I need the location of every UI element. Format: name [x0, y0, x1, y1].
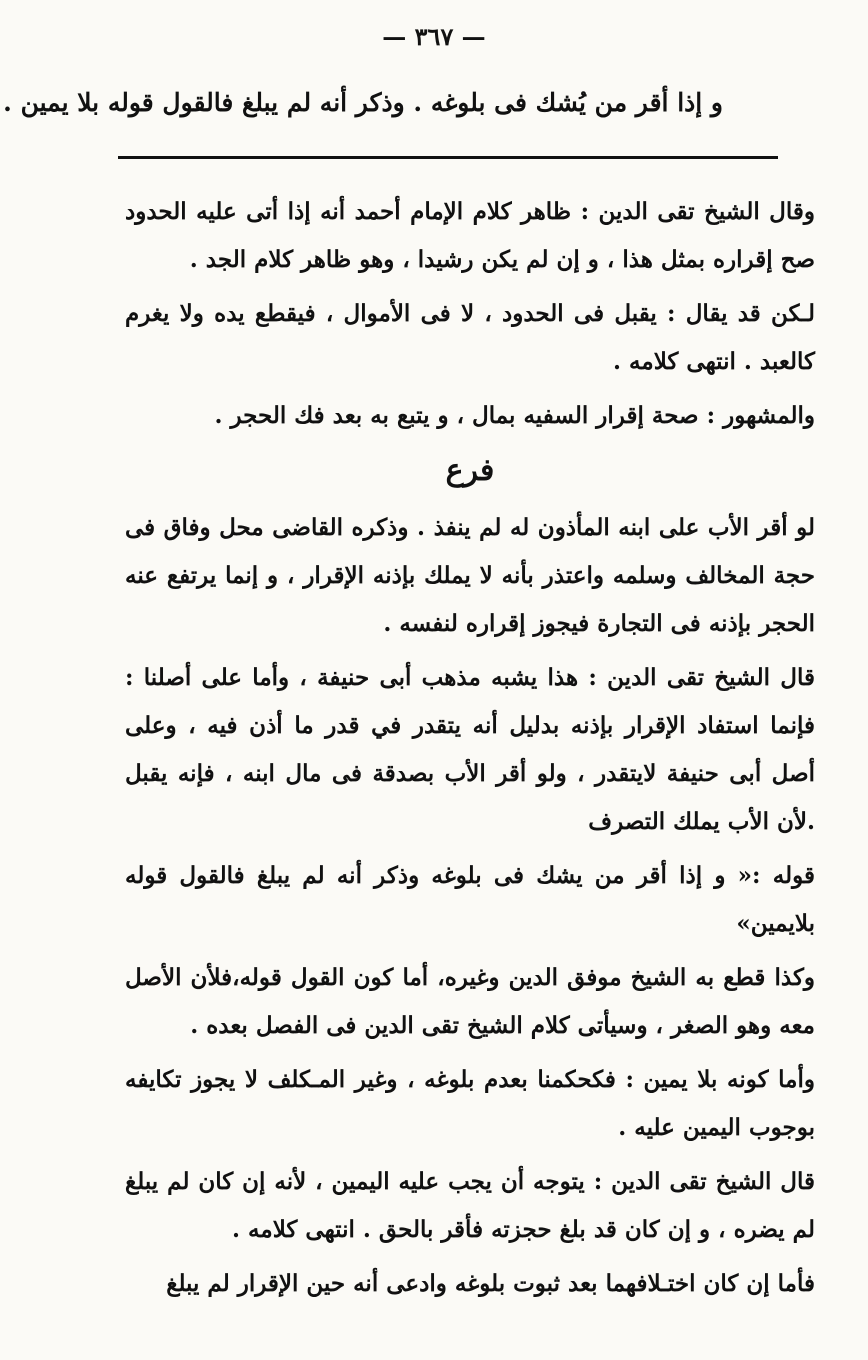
page-number: — ٣٦٧ —	[382, 22, 486, 51]
section-paragraph: فأما إن كان اختـلافهما بعد ثبوت بلوغه وادعى أنه حين الإقرار لم يبلغ	[166, 1270, 815, 1297]
header-divider	[118, 156, 778, 159]
section-heading: فرع	[445, 453, 495, 488]
running-header: و إذا أقر من يُشك فى بلوغه . وذكر أنه لم يبلغ فالقول قوله بلا يمين .	[3, 88, 723, 117]
section-paragraph: وكذا قطع به الشيخ موفق الدين وغيره، أما كون القول قوله،فلأن الأصل معه وهو الصغر ، وسيأتى كلام الشيخ تقى الدين فى الفصل بعده .	[125, 964, 815, 1039]
section-paragraph: قال الشيخ تقى الدين : يتوجه أن يجب عليه اليمين ، لأنه إن كان لم يبلغ لم يضره ، و إن كان قد بلغ حجزته فأقر بالحق . انتهى كلامه .	[125, 1168, 815, 1243]
quoted-matn: قوله :« و إذا أقر من يشك فى بلوغه وذكر أنه لم يبلغ فالقول قوله بلايمين»	[125, 862, 815, 937]
body-paragraph: وقال الشيخ تقى الدين : ظاهر كلام الإمام أحمد أنه إذا أتى عليه الحدود صح إقراره بمثل هذا ، و إن لم يكن رشيدا ، وهو ظاهر كلام الجد .	[125, 198, 815, 273]
section-paragraph: وأما كونه بلا يمين : فكحكمنا بعدم بلوغه ، وغير المـكلف لا يجوز تكايفه بوجوب اليمين عليه .	[125, 1066, 815, 1141]
page-body	[125, 188, 815, 1314]
body-paragraph: والمشهور : صحة إقرار السفيه بمال ، و يتبع به بعد فك الحجر .	[214, 402, 815, 429]
section-paragraph: قال الشيخ تقى الدين : هذا يشبه مذهب أبى حنيفة ، وأما على أصلنا : فإنما استفاد الإقرار بإذنه بدليل أنه يتقدر في قدر ما أذن فيه ، وعلى أصل أبى حنيفة لايتقدر ، ولو أقر الأب بصدقة فى مال ابنه ، فإنه يقبل .لأن الأب يملك التصرف	[125, 664, 815, 835]
section-paragraph: لو أقر الأب على ابنه المأذون له لم ينفذ . وذكره القاضى محل وفاق فى حجة المخالف وسلمه واعتذر بأنه لا يملك بإذنه الإقرار ، و إنما يرتفع عنه الحجر بإذنه فى التجارة فيجوز إقراره لنفسه .	[125, 514, 815, 637]
body-paragraph: لـكن قد يقال : يقبل فى الحدود ، لا فى الأموال ، فيقطع يده ولا يغرم كالعبد . انتهى كلامه .	[125, 300, 815, 375]
